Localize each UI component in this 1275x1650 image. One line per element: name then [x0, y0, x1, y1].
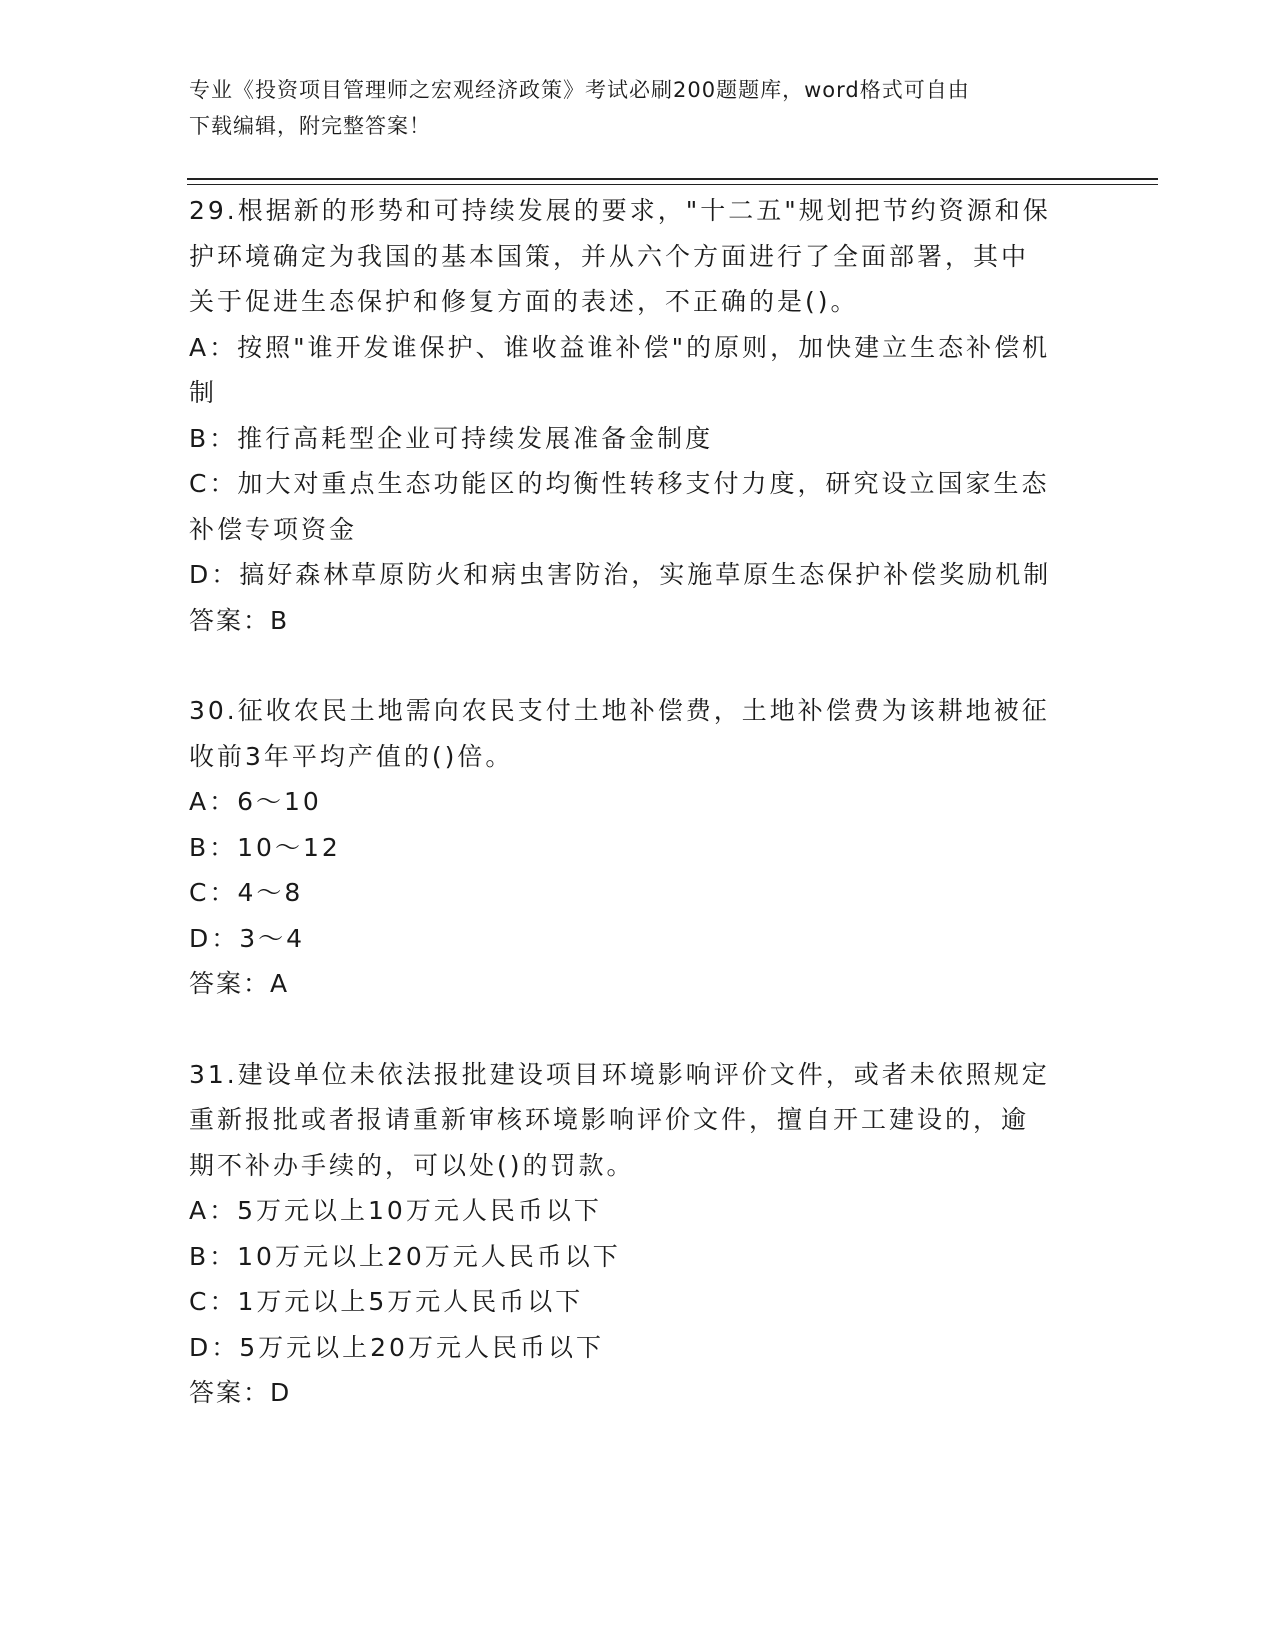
question-stem-line: 31.建设单位未依法报批建设项目环境影响评价文件，或者未依照规定 — [189, 1059, 1050, 1089]
option-a: A：6～10 — [189, 787, 322, 816]
option-b: B：10万元以上20万元人民币以下 — [189, 1241, 621, 1271]
header-divider-thick — [187, 178, 1158, 180]
option-c-continued: 补偿专项资金 — [189, 514, 358, 544]
option-a-continued: 制 — [189, 378, 218, 407]
question-stem-line: 关于促进生态保护和修复方面的表述，不正确的是()。 — [189, 287, 859, 316]
option-d: D：3～4 — [189, 923, 306, 953]
intro-line: 下载编辑，附完整答案！ — [189, 114, 431, 138]
question-29 — [189, 188, 1089, 643]
option-d: D：搞好森林草原防火和病虫害防治，实施草原生态保护补偿奖励机制 — [189, 560, 1052, 589]
question-stem-line: 护环境确定为我国的基本国策，并从六个方面进行了全面部署，其中 — [189, 241, 1030, 271]
option-c: C：加大对重点生态功能区的均衡性转移支付力度，研究设立国家生态 — [189, 469, 1050, 498]
option-a: A：按照"谁开发谁保护、谁收益谁补偿"的原则，加快建立生态补偿机 — [189, 332, 1051, 362]
answer-label: 答案：B — [189, 605, 290, 635]
document-intro — [189, 72, 1089, 144]
question-stem-line: 收前3年平均产值的()倍。 — [189, 741, 514, 771]
option-b: B：10～12 — [189, 832, 341, 862]
question-31 — [189, 1052, 1089, 1416]
question-30 — [189, 688, 1089, 1007]
option-a: A：5万元以上10万元人民币以下 — [189, 1196, 602, 1225]
intro-line: 专业《投资项目管理师之宏观经济政策》考试必刷200题题库，word格式可自由 — [189, 78, 970, 102]
header-divider-thin — [187, 184, 1158, 185]
question-stem-line: 29.根据新的形势和可持续发展的要求，"十二五"规划把节约资源和保 — [189, 196, 1051, 225]
question-list — [189, 188, 1089, 1416]
option-c: C：1万元以上5万元人民币以下 — [189, 1287, 584, 1316]
answer-label: 答案：D — [189, 1378, 292, 1407]
answer-label: 答案：A — [189, 969, 290, 998]
question-stem-line: 重新报批或者报请重新审核环境影响评价文件，擅自开工建设的，逾 — [189, 1105, 1030, 1134]
question-stem-line: 30.征收农民土地需向农民支付土地补偿费，土地补偿费为该耕地被征 — [189, 696, 1050, 725]
option-d: D：5万元以上20万元人民币以下 — [189, 1332, 604, 1362]
option-b: B：推行高耗型企业可持续发展准备金制度 — [189, 423, 714, 453]
question-stem-line: 期不补办手续的，可以处()的罚款。 — [189, 1150, 635, 1180]
option-c: C：4～8 — [189, 878, 304, 907]
